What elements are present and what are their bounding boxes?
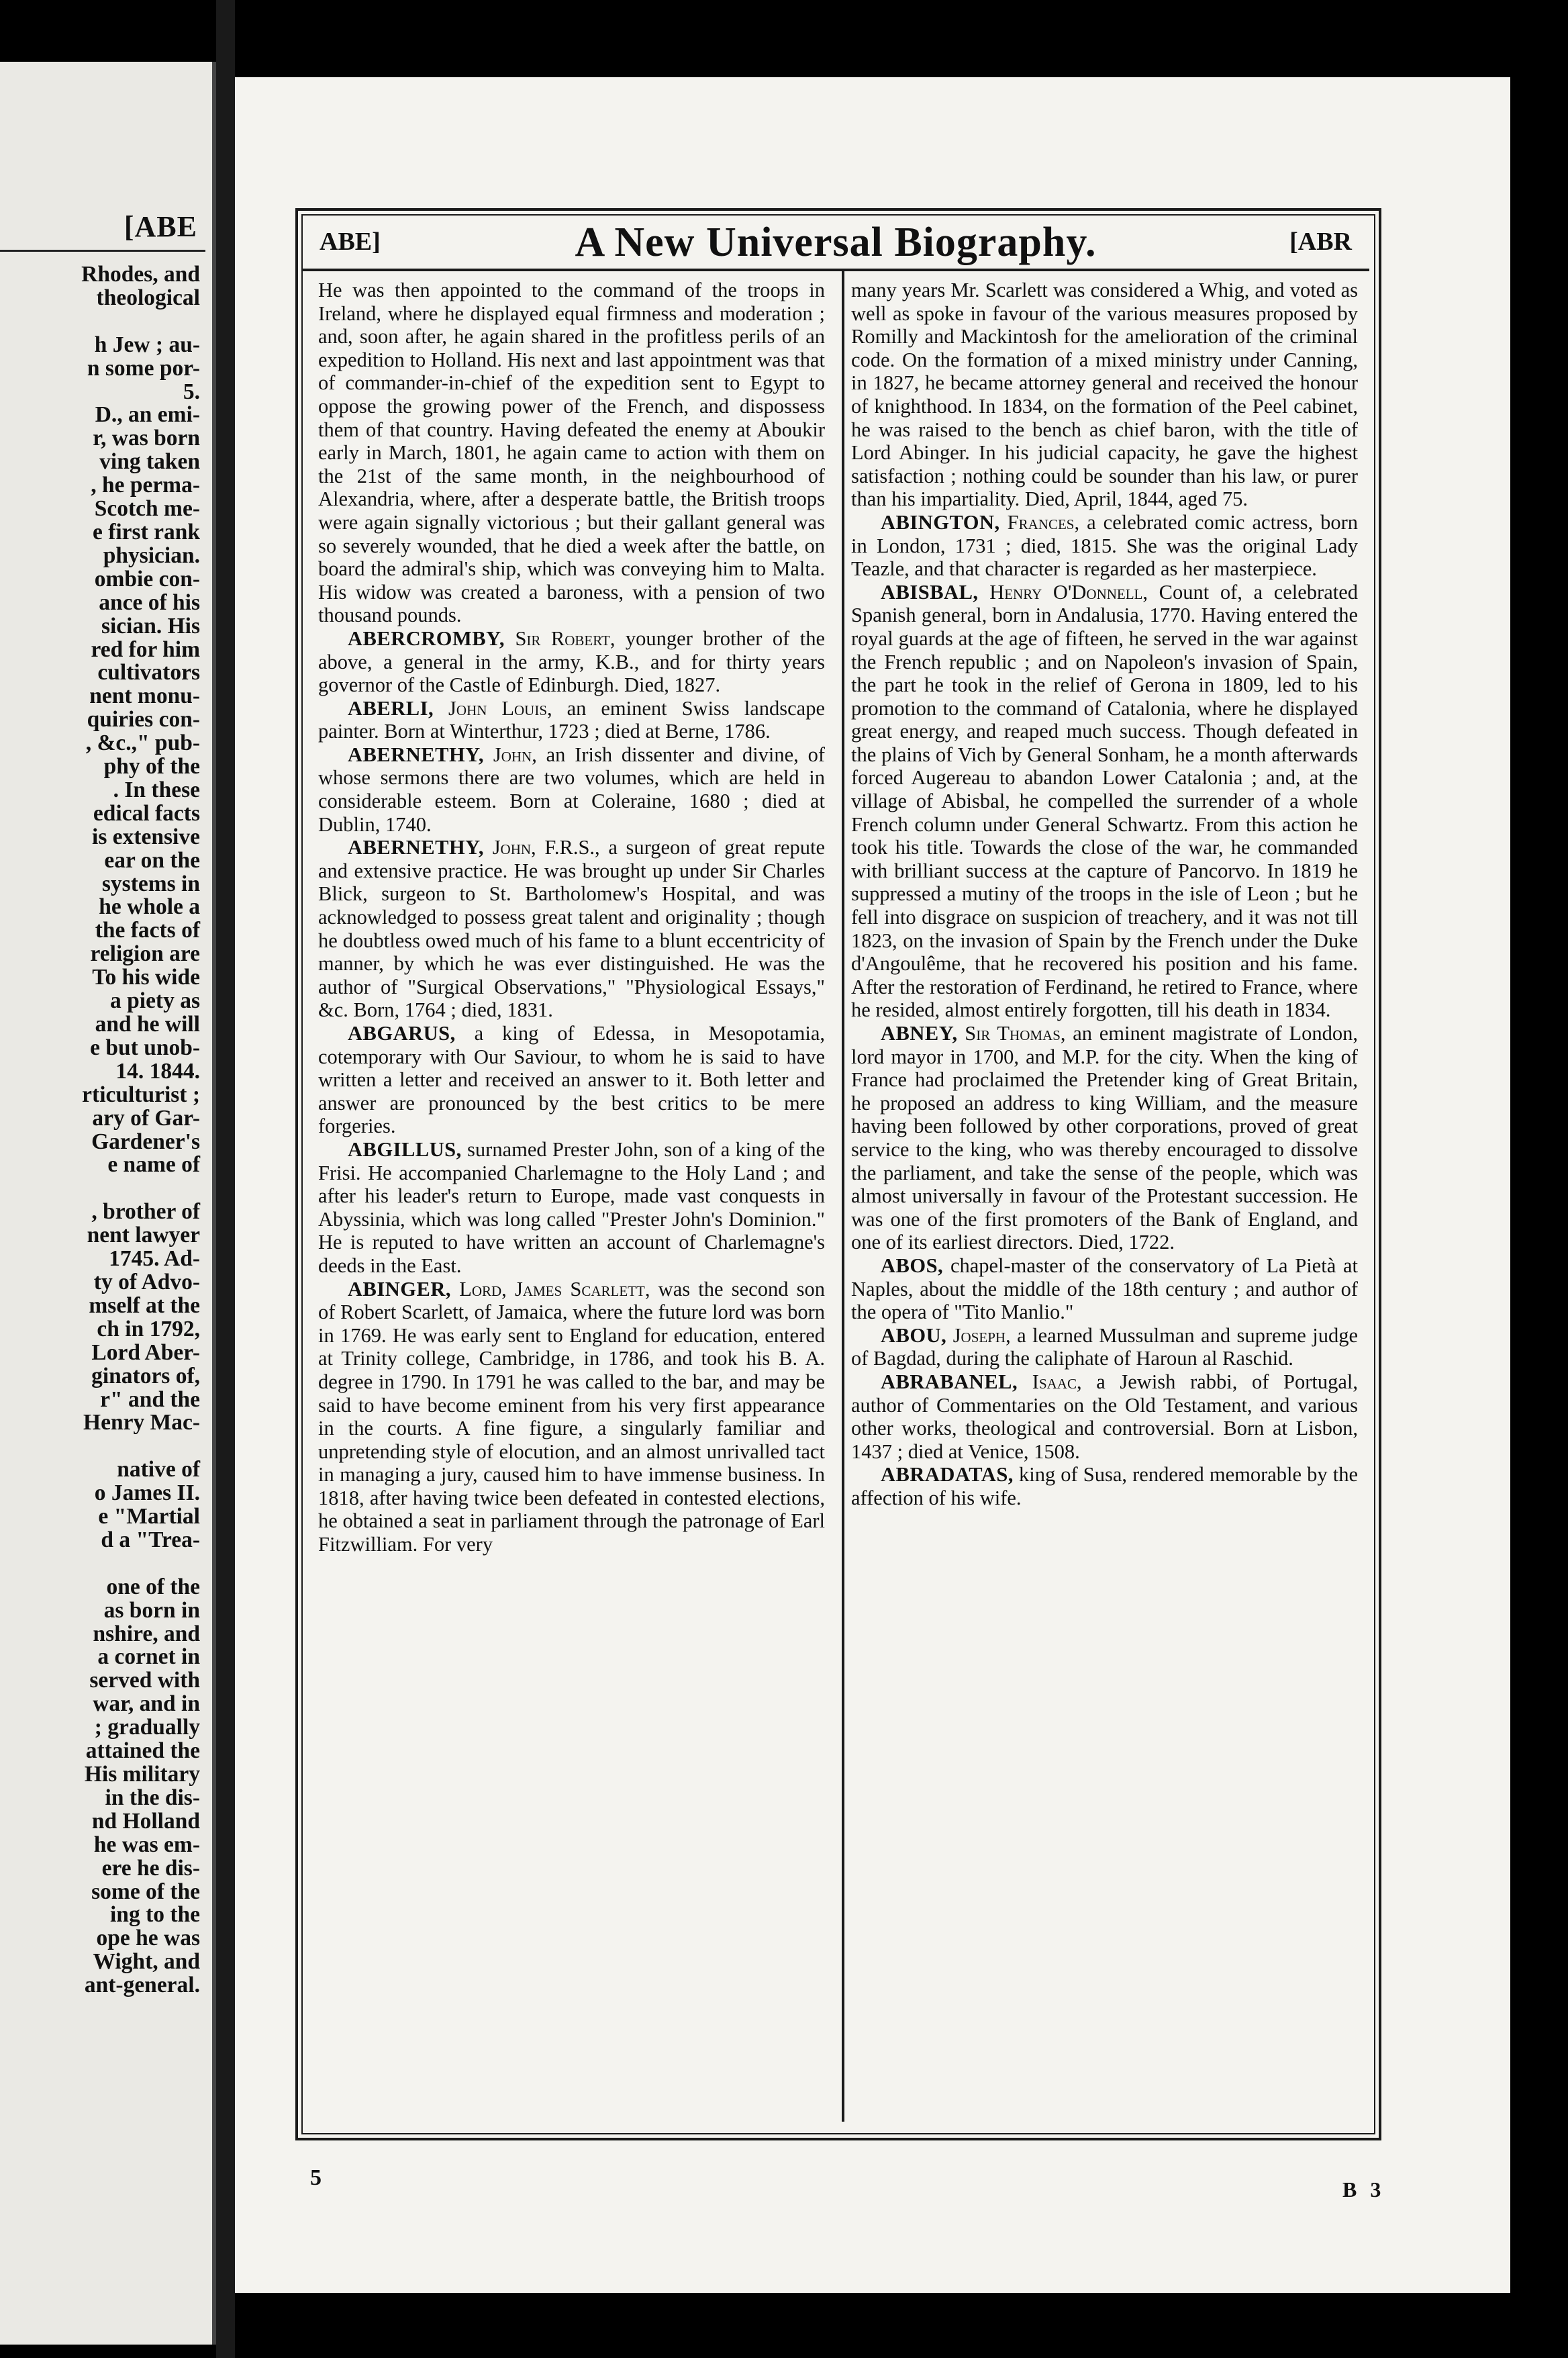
biography-entry: [318, 1022, 825, 1138]
entry-text: a king of Edessa, in Mesopotamia, cotemporary with Our Saviour, to whom he is said to have written a letter and received an answer to it. Both letter and answer are pronounced by the best critics to be mere forgeries.: [318, 1022, 825, 1138]
facing-page-line: r" and the: [100, 1386, 200, 1412]
running-header: [302, 215, 1369, 271]
entry-name: John,: [493, 743, 537, 766]
page: [235, 77, 1510, 2293]
entry-name: Joseph,: [952, 1323, 1011, 1347]
entry-text: king of Susa, rendered memorable by the affection of his wife.: [851, 1463, 1358, 1509]
header-left-catchword: ABE]: [320, 228, 381, 256]
facing-page-line: Lord Aber-: [91, 1339, 200, 1365]
entry-text: a Jewish rabbi, of Portugal, author of Commentaries on the Old Testament, and various other works, theological and controversial. Born at Lisbon, 1437 ; died at Venice, 1508.: [851, 1370, 1358, 1463]
facing-page-line: 1745. Ad-: [109, 1246, 200, 1272]
facing-page-line: attained the: [85, 1738, 200, 1764]
biography-entry: [318, 627, 825, 697]
entry-text: an eminent magistrate of London, lord mayor in 1700, and M.P. for the city. When the king of France had proclaimed the Pretender king of Great Britain, he proposed an address to king William, and the measure having been followed by other corporations, proved of great service to the king, who was thereby encouraged to dissolve the parliament, and take the sense of the people, which was almost universally in favour of the Protestant succession. He was one of the first promoters of the Bank of England, and one of its earliest directors. Died, 1722.: [851, 1022, 1358, 1254]
facing-page-line: ear on the: [104, 847, 200, 873]
facing-page-line: quiries con-: [87, 707, 200, 733]
entry-headword: ABGARUS,: [348, 1022, 456, 1045]
facing-page-line: , brother of: [91, 1199, 200, 1225]
entry-headword: ABRADATAS,: [881, 1463, 1014, 1487]
page-number: 5: [310, 2165, 322, 2190]
facing-page-line: cultivators: [97, 660, 200, 686]
facing-page-line: religion are: [90, 941, 200, 967]
entry-text: surnamed Prester John, son of a king of the Frisi. He accompanied Charlemagne to the Holy Land ; and after his leader's return to Europe, made vast conquests in Abyssinia, which was long called "Prester John's Dominion." He is reputed to have written an account of Charlemagne's deeds in the East.: [318, 1137, 825, 1277]
facing-page-line: 5.: [183, 379, 200, 404]
entry-name: Frances,: [1007, 510, 1080, 534]
facing-page-line: ance of his: [99, 590, 200, 615]
facing-page-text: [0, 263, 200, 1997]
biography-entry: [851, 1324, 1358, 1370]
facing-page-line: phy of the: [103, 754, 200, 780]
biography-entry: [318, 697, 825, 743]
facing-page-line: ere he dis-: [101, 1855, 200, 1881]
facing-page-line: rticulturist ;: [82, 1082, 200, 1107]
entry-name: John,: [492, 836, 536, 859]
facing-page-line: 14. 1844.: [115, 1058, 200, 1084]
facing-page-line: ary of Gar-: [92, 1105, 200, 1131]
facing-page-line: , &c.," pub-: [85, 730, 200, 756]
facing-page-line: ginators of,: [91, 1363, 200, 1388]
facing-page-line: To his wide: [92, 965, 200, 990]
facing-page-line: e name of: [107, 1152, 200, 1178]
facing-page-line: is extensive: [92, 824, 200, 849]
biography-entry: [318, 279, 825, 627]
column-divider: [842, 271, 844, 2122]
facing-page-line: red for him: [91, 636, 200, 662]
entry-text: He was then appointed to the command of the troops in Ireland, where he displayed equal firmness and moderation ; and, soon after, he again shared in the profitless perils of an expedition to Holland. His next and last appointment was that of commander-in-chief of the expedition sent to Egypt to oppose the growing power of the French, and dispossess them of that country. Having defeated the enemy at Aboukir early in March, 1801, he again came to action with them on the 21st of the same month, in the neighbourhood of Alexandria, where, after a desperate battle, the British troops were again signally victorious ; but their gallant general was so severely wounded, that he died a week after the battle, on board the admiral's ship, which was conveying him to Malta. His widow was created a baroness, with a pension of two thousand pounds.: [318, 279, 825, 627]
facing-page-line: e "Martial: [98, 1504, 200, 1529]
facing-page-line: ant-general.: [84, 1973, 200, 1998]
biography-entry: [318, 1278, 825, 1556]
facing-page-line: a piety as: [110, 988, 200, 1014]
header-right-catchword: [ABR: [1289, 228, 1352, 256]
facing-page-line: [0, 1435, 200, 1458]
book-gutter: [216, 0, 235, 2358]
facing-page-line: Gardener's: [91, 1129, 200, 1154]
facing-page-line: edical facts: [93, 800, 200, 826]
facing-page-line: His military: [84, 1762, 200, 1787]
entry-text: an eminent Swiss landscape painter. Born at Winterthur, 1723 ; died at Berne, 1786.: [318, 696, 825, 743]
entry-headword: ABOU,: [881, 1323, 947, 1347]
facing-page-line: ch in 1792,: [97, 1316, 200, 1341]
facing-page-header: [ABE: [124, 210, 197, 243]
facing-page-line: physician.: [103, 543, 200, 568]
signature-mark: B 3: [1342, 2177, 1385, 2202]
biography-entry: [851, 1022, 1358, 1254]
entry-headword: ABGILLUS,: [348, 1137, 462, 1161]
entry-headword: ABINGER,: [348, 1277, 451, 1301]
facing-page-line: [0, 1552, 200, 1576]
facing-page-line: ombie con-: [94, 566, 200, 592]
entry-headword: ABERLI,: [348, 696, 434, 720]
facing-page-line: some of the: [91, 1879, 200, 1904]
facing-page-line: native of: [117, 1457, 200, 1482]
left-column: [318, 279, 825, 2122]
facing-page-line: theological: [96, 285, 200, 310]
facing-page-line: mself at the: [89, 1292, 200, 1318]
biography-entry: [851, 279, 1358, 511]
entry-headword: ABISBAL,: [881, 580, 979, 604]
entry-name: Lord, James Scarlett,: [459, 1277, 650, 1301]
facing-page-line: Scotch me-: [94, 496, 200, 522]
facing-page-line: ving taken: [99, 449, 200, 475]
facing-page-line: nent monu-: [89, 683, 200, 709]
facing-page-line: . In these: [113, 777, 200, 802]
entry-text: a learned Mussulman and supreme judge of Bagdad, during the caliphate of Haroun al Raschid.: [851, 1323, 1358, 1370]
facing-page-line: nd Holland: [91, 1808, 200, 1834]
biography-entry: [851, 581, 1358, 1022]
facing-page-line: nent lawyer: [87, 1223, 200, 1248]
entry-text: Count of, a celebrated Spanish general, born in Andalusia, 1770. Having entered the royal guards at the age of fifteen, he served in the war against the French republic ; and on Napoleon's invasion of Spain, the part he took in the relief of Gerona in 1809, led to his promotion to the command of Catalonia, where he displayed great energy, and reaped much success. Though defeated in the plains of Vich by General Sonham, he a month afterwards forced Augereau to abandon Lower Catalonia ; and, at the village of Abisbal, he compelled the surrender of a whole French column under General Schwartz. From this action he took his title. Towards the close of the war, he commanded with brilliant success at the capture of Pancorvo. In 1819 he suppressed a mutiny of the troops in the isle of Leon ; but he fell into disgrace on suspicion of treachery, and it was not till 1823, on the invasion of Spain by the French under the Duke d'Angoulême, that he recovered his position and his fame. After the restoration of Ferdinand, he retired to France, where he resided, almost entirely forgotten, till his death in 1834.: [851, 580, 1358, 1022]
entry-text: a celebrated comic actress, born in London, 1731 ; died, 1815. She was the original Lady Teazle, and that character is regarded as her masterpiece.: [851, 510, 1358, 581]
entry-headword: ABNEY,: [881, 1022, 958, 1045]
biography-entry: [318, 836, 825, 1022]
entry-headword: ABOS,: [881, 1254, 944, 1277]
facing-page-line: nshire, and: [93, 1621, 200, 1646]
facing-page-line: in the dis-: [105, 1785, 200, 1810]
facing-page-line: [0, 310, 200, 334]
facing-page-line: he was em-: [93, 1832, 200, 1857]
facing-page-line: ing to the: [110, 1902, 200, 1928]
entry-text: F.R.S., a surgeon of great repute and extensive practice. He was brought up under Sir Charles Blick, surgeon to St. Bartholomew's Hospital, and was acknowledged to possess great talent and originality ; though he doubtless owed much of his fame to a blunt eccentricity of manner, by which he was ever distinguished. He was the author of "Surgical Observations," "Physiological Essays," &c. Born, 1764 ; died, 1831.: [318, 836, 825, 1022]
entry-name: John Louis,: [448, 696, 552, 720]
facing-page-line: one of the: [106, 1574, 200, 1599]
facing-page-line: Henry Mac-: [83, 1410, 200, 1435]
entry-name: Sir Thomas,: [965, 1022, 1066, 1045]
biography-entry: [318, 743, 825, 836]
entry-text: chapel-master of the conservatory of La Pietà at Naples, about the middle of the 18th century ; and author of the opera of "Tito Manlio.": [851, 1254, 1358, 1324]
biography-entry: [318, 1138, 825, 1278]
facing-page-line: he whole a: [99, 894, 200, 920]
entry-headword: ABRABANEL,: [881, 1370, 1018, 1393]
facing-page-line: Rhodes, and: [81, 262, 200, 287]
facing-page-line: ope he was: [96, 1926, 200, 1951]
facing-page-line: d a "Trea-: [101, 1527, 200, 1552]
facing-page-line: as born in: [103, 1597, 200, 1623]
facing-page-line: o James II.: [94, 1480, 200, 1506]
entry-text: younger brother of the above, a general in the army, K.B., and for thirty years governor of the Castle of Edinburgh. Died, 1827.: [318, 626, 825, 697]
facing-page-line: a cornet in: [97, 1644, 200, 1670]
facing-page-rule: [0, 250, 205, 252]
entry-text: was the second son of Robert Scarlett, of Jamaica, where the future lord was born in 1769. He was early sent to England for education, entered at Trinity college, Cambridge, in 1786, and took his B. A. degree in 1790. In 1791 he was called to the bar, and may be said to have become eminent from his very first appearance in the courts. A fine figure, a singularly familiar and unpretending style of elocution, and an almost unrivalled tact in managing a jury, caused him to have immense business. In 1818, after having twice been defeated in contested elections, he obtained a seat in parliament through the patronage of Earl Fitzwilliam. For very: [318, 1277, 825, 1556]
facing-page-line: r, was born: [93, 426, 200, 451]
facing-page-line: [0, 1177, 200, 1200]
entry-text: an Irish dissenter and divine, of whose sermons there are two volumes, which are held in considerable esteem. Born at Coleraine, 1680 ; died at Dublin, 1740.: [318, 743, 825, 836]
facing-page-line: ; gradually: [94, 1715, 200, 1740]
facing-page-line: , he perma-: [91, 473, 200, 498]
entry-name: Sir Robert,: [515, 626, 616, 650]
facing-page-line: n some por-: [87, 355, 200, 381]
entry-name: Henry O'Donnell,: [989, 580, 1148, 604]
entry-text: many years Mr. Scarlett was considered a Whig, and voted as well as spoke in favour of the various measures proposed by Romilly and Mackintosh for the amelioration of the criminal code. On the formation of a mixed ministry under Canning, in 1827, he became attorney general and received the honour of knighthood. In 1834, on the formation of the Peel cabinet, he was raised to the bench as chief baron, with the title of Lord Abinger. In his judicial capacity, he gave the highest satisfaction ; nothing could be sounder than his law, or purer than his impartiality. Died, April, 1844, aged 75.: [851, 279, 1358, 511]
page-title: A New Universal Biography.: [575, 220, 1097, 265]
biography-entry: [851, 1254, 1358, 1324]
facing-page-line: e first rank: [92, 519, 200, 545]
entry-headword: ABERCROMBY,: [348, 626, 505, 650]
facing-page-line: war, and in: [93, 1691, 200, 1717]
facing-page-line: the facts of: [95, 918, 200, 943]
biography-entry: [851, 1370, 1358, 1463]
right-column: [851, 279, 1358, 2122]
entry-headword: ABERNETHY,: [348, 836, 485, 859]
facing-page-line: D., an emi-: [95, 402, 200, 428]
facing-page-line: systems in: [101, 871, 200, 896]
facing-page-line: sician. His: [101, 613, 200, 639]
facing-page: [0, 62, 216, 2345]
biography-entry: [851, 511, 1358, 581]
biography-entry: [851, 1463, 1358, 1509]
facing-page-line: ty of Advo-: [93, 1269, 200, 1294]
facing-page-line: served with: [89, 1668, 200, 1693]
facing-page-line: and he will: [95, 1012, 200, 1037]
facing-page-line: e but unob-: [90, 1035, 200, 1060]
entry-name: Isaac,: [1032, 1370, 1082, 1393]
facing-page-line: Wight, and: [93, 1949, 200, 1975]
facing-page-line: h Jew ; au-: [94, 332, 200, 357]
entry-headword: ABERNETHY,: [348, 743, 485, 766]
entry-headword: ABINGTON,: [881, 510, 1000, 534]
